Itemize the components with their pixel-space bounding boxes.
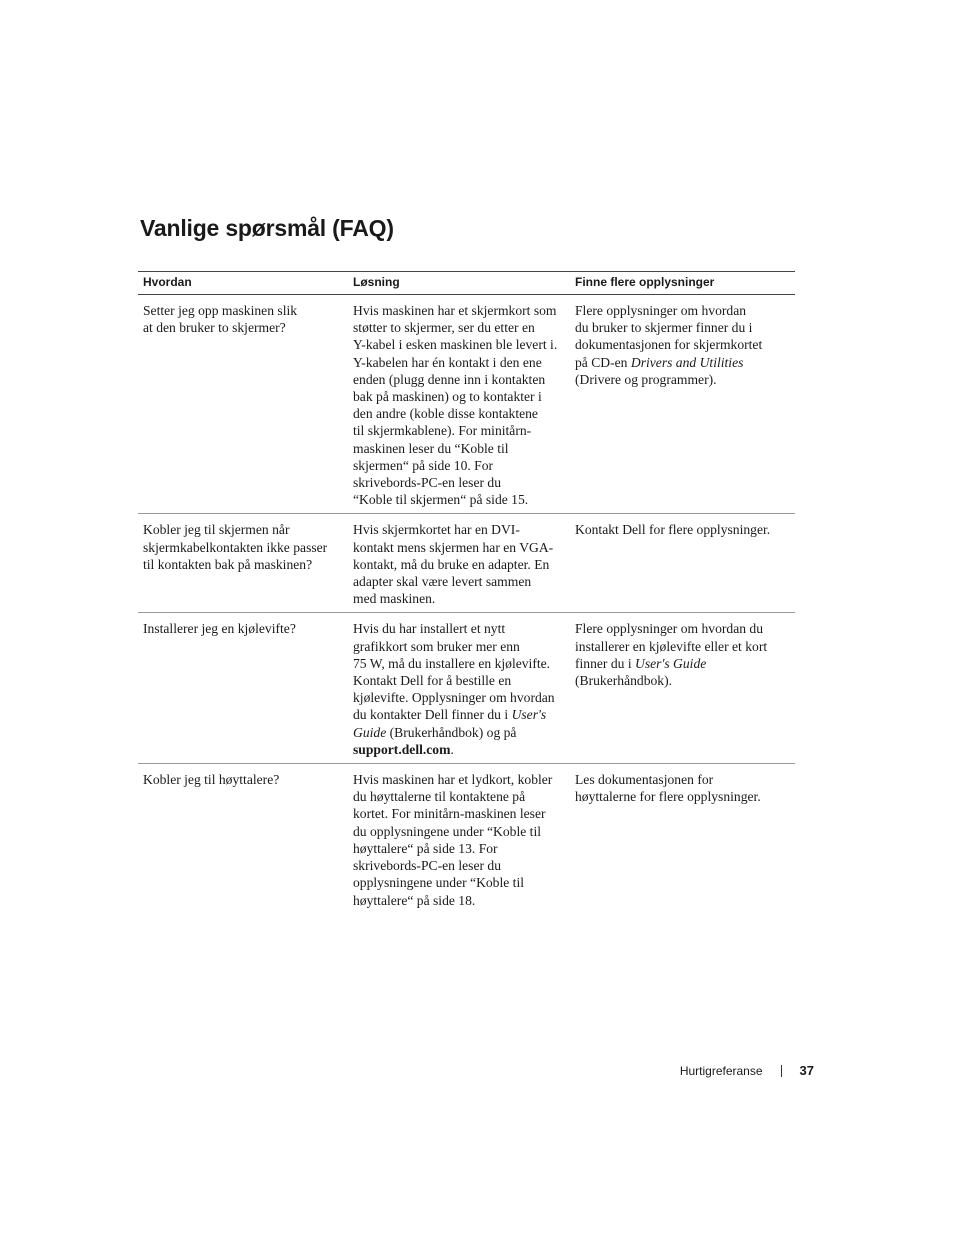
text-line: . (450, 741, 454, 757)
cell-solution (348, 514, 570, 613)
cell-how (138, 295, 348, 514)
text-line: 75 W, må du installere en kjølevifte. (353, 655, 551, 671)
text-line: til skjermkablene). For minitårn- (353, 423, 532, 439)
text-line: Y-kabelen har én kontakt i den ene (353, 354, 542, 370)
text-line: Kontakt Dell for å bestille en (353, 673, 512, 689)
table-row (138, 613, 795, 764)
cell-solution (348, 613, 570, 764)
text-line: adapter skal være levert sammen (353, 574, 532, 590)
text-line: høyttalerne for flere opplysninger. (575, 789, 761, 805)
text-line: skjermen“ på side 10. For (353, 457, 494, 473)
footer-section-title: Hurtigreferanse (679, 1063, 763, 1078)
text-line: installerer en kjølevifte eller et kort (575, 638, 768, 654)
column-header-more-info: Finne flere opplysninger (570, 272, 795, 295)
document-title-users: User's (511, 707, 547, 723)
cell-more-info (570, 764, 795, 914)
text-line: (Brukerhåndbok). (575, 673, 673, 689)
text-line: grafikkort som bruker mer enn (353, 638, 520, 654)
text-line: skrivebords-PC-en leser du (353, 475, 501, 491)
text-line: kontakt, må du bruke en adapter. En (353, 556, 550, 572)
cell-more-info (570, 514, 795, 613)
cell-how (138, 514, 348, 613)
text-line: du bruker to skjermer finner du i (575, 320, 753, 336)
text-line: kontakt mens skjermen har en VGA- (353, 539, 554, 555)
text-line: Hvis maskinen har et lydkort, kobler (353, 772, 553, 788)
text-line: Les dokumentasjonen for (575, 772, 714, 788)
table-header-row (138, 272, 795, 295)
text-line: (Brukerhåndbok) og på (386, 724, 517, 740)
document-title-guide: Guide (353, 724, 387, 740)
text-line: du opplysningene under “Koble til (353, 823, 542, 839)
text-line: maskinen leser du “Koble til (353, 440, 509, 456)
table-row (138, 514, 795, 613)
text-line: den andre (koble disse kontaktene (353, 406, 538, 422)
text-line: kortet. For minitårn-maskinen leser (353, 806, 546, 822)
text-line: Hvis skjermkortet har en DVI- (353, 522, 520, 538)
page-number: 37 (799, 1063, 814, 1078)
text-line: støtter to skjermer, ser du etter en (353, 320, 535, 336)
text-line: Setter jeg opp maskinen slik (143, 303, 298, 318)
support-link[interactable]: support.dell.com (353, 741, 451, 757)
cell-how (138, 764, 348, 914)
text-line: Installerer jeg en kjølevifte? (143, 621, 296, 637)
cell-more-info (570, 295, 795, 514)
cell-solution (348, 295, 570, 514)
text-line: at den bruker to skjermer? (143, 320, 286, 336)
text-line: kjølevifte. Opplysninger om hvordan (353, 690, 555, 706)
faq-table (138, 271, 795, 914)
text-line: skjermkabelkontakten ikke passer (143, 539, 328, 555)
column-header-solution: Løsning (348, 272, 570, 295)
text-line: du høyttalerne til kontaktene på (353, 789, 526, 805)
cell-solution (348, 764, 570, 914)
column-header-how: Hvordan (138, 272, 348, 295)
text-line: med maskinen. (353, 591, 436, 607)
text-line: på CD-en (575, 354, 631, 370)
text-line: enden (plugg denne inn i kontakten (353, 371, 546, 387)
text-line: til kontakten bak på maskinen? (143, 556, 313, 572)
footer-divider (781, 1065, 782, 1077)
text-line: (Drivere og programmer). (575, 371, 717, 387)
text-line: Y-kabel i esken maskinen ble levert i. (353, 337, 558, 353)
text-line: finner du i (575, 655, 636, 671)
text-line: “Koble til skjermen“ på side 15. (353, 492, 529, 508)
text-line: du kontakter Dell finner du i (353, 707, 512, 723)
table-row (138, 295, 795, 514)
text-line: Flere opplysninger om hvordan du (575, 621, 764, 637)
text-line: bak på maskinen) og to kontakter i (353, 389, 542, 405)
text-line: skrivebords-PC-en leser du (353, 858, 501, 874)
table-row (138, 764, 795, 914)
document-title-drivers-and-utilities: Drivers and Utilities (630, 354, 744, 370)
cell-more-info (570, 613, 795, 764)
text-line: Kobler jeg til skjermen når (143, 522, 290, 538)
text-line: høyttalere“ på side 13. For (353, 840, 498, 856)
cell-how (138, 613, 348, 764)
text-line: Hvis maskinen har et skjermkort som (353, 303, 557, 318)
text-line: Kobler jeg til høyttalere? (143, 772, 280, 788)
page-footer (680, 1063, 814, 1078)
page-title: Vanlige spørsmål (FAQ) (140, 215, 394, 241)
text-line: høyttalere“ på side 18. (353, 892, 476, 908)
text-line: Hvis du har installert et nytt (353, 621, 506, 637)
text-line: opplysningene under “Koble til (353, 875, 525, 891)
text-line: Kontakt Dell for flere opplysninger. (575, 522, 771, 538)
text-line: dokumentasjonen for skjermkortet (575, 337, 763, 353)
text-line: Flere opplysninger om hvordan (575, 303, 747, 318)
document-title-users-guide: User's Guide (635, 655, 707, 671)
